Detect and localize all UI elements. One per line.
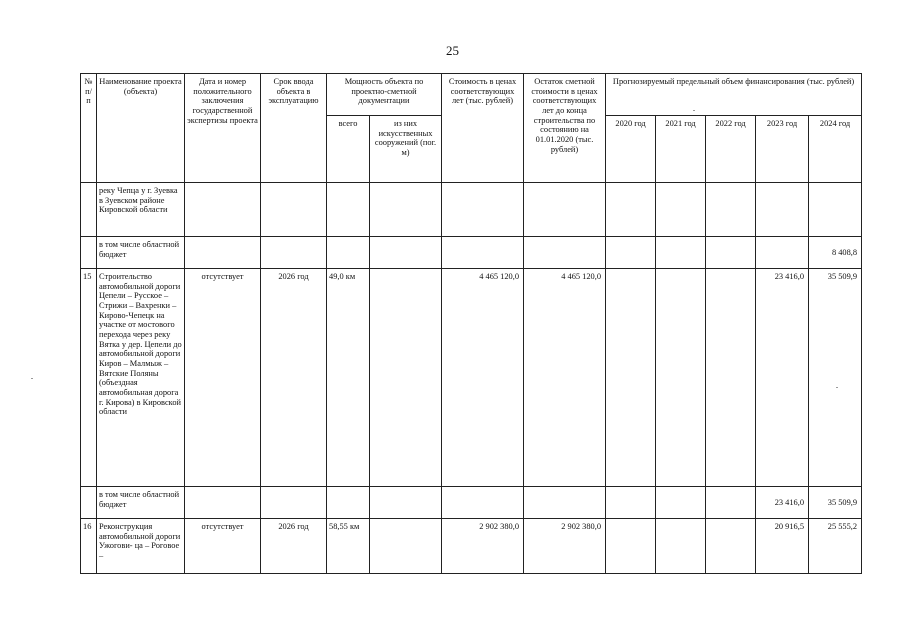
cell-expertise: [185, 237, 261, 269]
cell-2021: [656, 269, 706, 487]
cell-num: 15: [81, 269, 97, 487]
header-remaining: Остаток сметной стоимости в ценах соответствующих лет до конца строительства по состоянию на 01.01.2020 (тыс. рублей): [524, 74, 606, 183]
table-row: [81, 487, 862, 519]
cell-2024: 25 555,2: [809, 519, 862, 574]
cell-cost: [442, 183, 524, 237]
cell-2022: [706, 487, 756, 519]
cell-2023: 23 416,0: [756, 269, 809, 487]
cell-cost: 4 465 120,0: [442, 269, 524, 487]
cell-2020: [606, 183, 656, 237]
cell-2022: [706, 519, 756, 574]
header-capacity-total: всего: [327, 116, 370, 183]
cell-capacity-total: [327, 487, 370, 519]
cell-num: 16: [81, 519, 97, 574]
cell-2024: 35 509,9: [809, 487, 862, 519]
header-year-2024: 2024 год: [809, 116, 862, 183]
cell-2024: 35 509,9: [809, 269, 862, 487]
cell-remaining: [524, 183, 606, 237]
table-row: [81, 269, 862, 487]
cell-capacity-total: [327, 237, 370, 269]
cell-num: [81, 183, 97, 237]
header-commission: Срок ввода объекта в эксплуатацию: [261, 74, 327, 183]
cell-2022: [706, 269, 756, 487]
cell-2020: [606, 237, 656, 269]
scan-speck: [693, 110, 695, 111]
financing-table: [80, 73, 862, 574]
cell-name: Реконструкция автомобильной дороги Ужогови- ца – Роговое –: [97, 519, 185, 574]
cell-name: Строительство автомобильной дороги Цепели – Русское – Стрижи – Вахренки – Кирово-Чепецк на участке от мостового перехода через реку Вятка у дер. Цепели до автомобильной дороги Киров – Малмыж – Вятские Поляны (объездная автомобильная дорога г. Кирова) в Кировской области: [97, 269, 185, 487]
cell-2021: [656, 487, 706, 519]
cell-remaining: [524, 237, 606, 269]
cell-2023: [756, 237, 809, 269]
cell-expertise: отсутствует: [185, 519, 261, 574]
cell-name: в том числе областной бюджет: [97, 237, 185, 269]
header-year-2020: 2020 год: [606, 116, 656, 183]
table-row: [81, 183, 862, 237]
cell-capacity-structures: [370, 519, 442, 574]
cell-name: в том числе областной бюджет: [97, 487, 185, 519]
cell-capacity-structures: [370, 237, 442, 269]
header-num: № п/п: [81, 74, 97, 183]
cell-capacity-total: [327, 183, 370, 237]
header-cost: Стоимость в ценах соответствующих лет (тыс. рублей): [442, 74, 524, 183]
cell-remaining: 2 902 380,0: [524, 519, 606, 574]
cell-commission: [261, 487, 327, 519]
table-row: [81, 237, 862, 269]
cell-2020: [606, 487, 656, 519]
cell-2024: 8 408,8: [809, 237, 862, 269]
cell-expertise: [185, 487, 261, 519]
cell-num: [81, 487, 97, 519]
cell-commission: 2026 год: [261, 519, 327, 574]
cell-remaining: 4 465 120,0: [524, 269, 606, 487]
cell-commission: [261, 183, 327, 237]
header-year-2021: 2021 год: [656, 116, 706, 183]
cell-2023: 20 916,5: [756, 519, 809, 574]
header-name: Наименование проекта (объекта): [97, 74, 185, 183]
cell-2024: [809, 183, 862, 237]
cell-capacity-structures: [370, 487, 442, 519]
cell-2023: 23 416,0: [756, 487, 809, 519]
header-year-2023: 2023 год: [756, 116, 809, 183]
cell-commission: 2026 год: [261, 269, 327, 487]
cell-cost: [442, 487, 524, 519]
cell-capacity-total: 49,0 км: [327, 269, 370, 487]
scan-speck: [31, 378, 33, 379]
cell-capacity-structures: [370, 269, 442, 487]
cell-expertise: отсутствует: [185, 269, 261, 487]
cell-commission: [261, 237, 327, 269]
scan-speck: [836, 387, 838, 388]
cell-cost: [442, 237, 524, 269]
page-number: 25: [446, 43, 459, 58]
cell-2021: [656, 519, 706, 574]
header-capacity-structures: из них искусственных сооружений (пог. м): [370, 116, 442, 183]
cell-2023: [756, 183, 809, 237]
cell-2020: [606, 519, 656, 574]
cell-2020: [606, 269, 656, 487]
cell-expertise: [185, 183, 261, 237]
header-forecast: Прогнозируемый предельный объем финансирования (тыс. рублей): [606, 74, 862, 116]
cell-2022: [706, 237, 756, 269]
cell-name: реку Чепца у г. Зуевка в Зуевском районе Кировской области: [97, 183, 185, 237]
cell-capacity-total: 58,55 км: [327, 519, 370, 574]
header-year-2022: 2022 год: [706, 116, 756, 183]
cell-cost: 2 902 380,0: [442, 519, 524, 574]
cell-num: [81, 237, 97, 269]
cell-2021: [656, 183, 706, 237]
header-expertise: Дата и номер положительного заключения государственной экспертизы проекта: [185, 74, 261, 183]
table-row: [81, 519, 862, 574]
cell-capacity-structures: [370, 183, 442, 237]
cell-2021: [656, 237, 706, 269]
cell-remaining: [524, 487, 606, 519]
header-capacity: Мощность объекта по проектно-сметной документации: [327, 74, 442, 116]
cell-2022: [706, 183, 756, 237]
